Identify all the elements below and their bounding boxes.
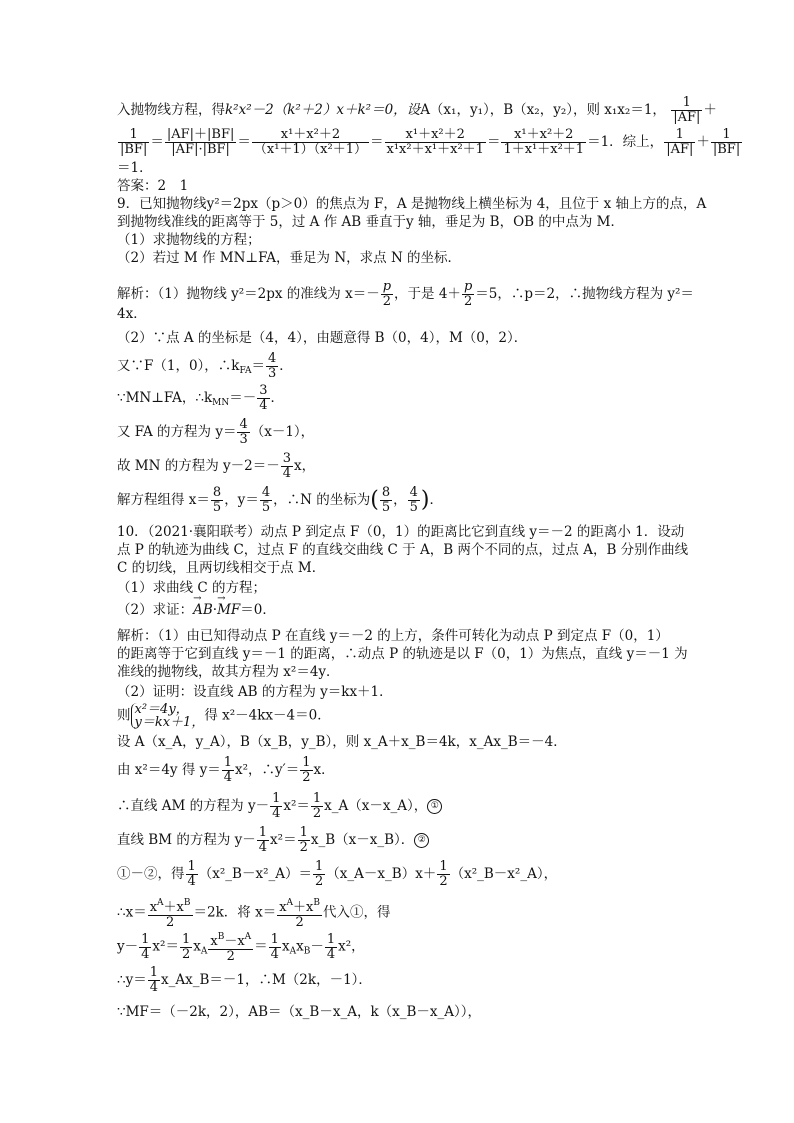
text-span: ＝: [283, 832, 297, 848]
fraction: $\frac{p}{2}$: [463, 279, 473, 309]
text-span: ＝: [254, 938, 268, 955]
text-span: 又∵F（1，0），∴k: [117, 358, 240, 374]
text-span: ＝: [165, 938, 179, 955]
fraction: $\frac{1}{|AF|}$: [673, 95, 701, 125]
fraction: $\frac{x^A+x^B}{2}$: [149, 898, 191, 930]
fraction: $\frac{\text{x¹＋x²＋2}}{\text{（x¹＋1）（x²＋1）}}$: [253, 127, 367, 157]
text-span: ＝1．综上，: [587, 134, 664, 150]
question-10-line: （2）求证：→ AB·→ MF＝0．: [117, 602, 276, 618]
text-span: x_B（x－x_B）．: [310, 832, 415, 848]
fraction: $\frac{1}{2}$: [299, 825, 308, 855]
equation-marker: ①: [427, 799, 442, 814]
solution-line: ∴直线 AM 的方程为 y－ $\frac{1}{4}$ x²＝ $\frac{1}{2}$ x_A（x－x_A）， ①: [117, 792, 442, 821]
text-span: （x²_B－x²_A）＝: [198, 866, 313, 882]
solution-line: [117, 418, 314, 447]
fraction: $\frac{\text{x¹＋x²＋2}}{\text{1＋x¹＋x²＋1}}$: [503, 127, 585, 157]
fraction: $\frac{1}{4}$: [270, 931, 279, 962]
text-span: 则: [117, 707, 131, 724]
text-span: ＝2k．将 x＝: [193, 904, 277, 921]
solution-line: [117, 452, 315, 481]
fraction: $\frac{1}{2}$: [439, 859, 448, 889]
solution-line: 设 A（x_A，y_A），B（x_B，y_B），则 x_A＋x_B＝4k，x_Ax_B＝－4．: [117, 734, 567, 750]
question-9-line: 9．已知抛物线y²＝2px（p＞0）的焦点为 F，A 是抛物线上横坐标为 4，且位于 x 轴上方的点，A: [117, 196, 707, 212]
fraction: $\frac{|AF|+|BF|}{|AF|\cdot|BF|}$: [166, 127, 235, 157]
fraction: $\frac{1}{2}$: [302, 755, 311, 785]
text-span: 由 x²＝4y 得 y＝: [117, 762, 221, 778]
question-10-line: 点 P 的轨迹为曲线 C，过点 F 的直线交曲线 C 于 A，B 两个不同的点，过点 A，B 分别作曲线: [117, 542, 689, 558]
text-span: 解方程组得 x＝: [117, 492, 210, 508]
fraction: $\frac{3}{4}$: [259, 383, 268, 413]
fraction: $\frac{x^B-x^A}{2}$: [210, 932, 252, 964]
fraction: $\frac{4}{5}$: [261, 485, 271, 515]
solution-line: 的距离等于它到直线 y＝－1 的距离，∴动点 P 的轨迹是以 F（0，1）为焦点，直线 y＝－1 为: [117, 646, 688, 662]
fraction: $\frac{x^A+x^B}{2}$: [279, 898, 321, 930]
solution-line: [117, 860, 557, 889]
answer-line: 答案：2 1: [117, 178, 189, 194]
text-span: （x²_B－x²_A），: [450, 866, 558, 882]
text-span: 代入①，得: [323, 904, 391, 921]
text-span: x²，∴y′＝: [235, 762, 300, 778]
fraction: $\frac{1}{4}$: [258, 825, 268, 855]
text-span: ∴y＝: [117, 972, 147, 988]
solution-line: 又∵F（1，0），$\therefore k_{FA}=$ $\frac{4}{3}$ ．: [117, 351, 293, 381]
text-span: （x－1），: [250, 424, 315, 440]
text-span: （x_A－x_B）x＋: [326, 866, 437, 882]
question-10-line: （1）求曲线 C 的方程；: [117, 580, 267, 596]
text-span: x_A（x－x_A），: [324, 798, 428, 814]
text-span: ＝5，∴p＝2，∴抛物线方程为 y²＝: [475, 286, 694, 302]
fraction: $\frac{1}{4}$: [149, 965, 158, 995]
text-span: 故 MN 的方程为 y－2＝－: [117, 458, 280, 474]
question-9-line: （1）求抛物线的方程；: [117, 232, 261, 248]
fraction: $\frac{1}{4}$: [272, 791, 281, 821]
text-span: （2）求证：: [117, 602, 194, 618]
text-span: A（x₁，y₁），B（x₂，y₂），则 x₁x₂＝1，: [420, 102, 666, 118]
text-span: ，y＝: [224, 492, 259, 508]
text-span: x．: [313, 762, 335, 778]
solution-line: 4x．: [117, 306, 147, 322]
text-span: 解析：（1）抛物线 y²＝2px 的准线为 x＝－: [117, 286, 380, 302]
fraction: $\frac{1}{|BF|}$: [120, 127, 148, 157]
text-span: x，: [294, 458, 316, 474]
equation-system: x²＝4y， y＝kx＋1，: [131, 703, 205, 729]
fraction: $\frac{4}{3}$: [239, 417, 248, 447]
solution-line: [117, 703, 331, 729]
text-span: x_Ax_B＝－1，∴M（2k，－1）．: [161, 972, 372, 988]
solution-line: [117, 966, 372, 995]
fraction: $\frac{1}{|AF|}$: [666, 127, 694, 157]
solution-line: （2）∵点 A 的坐标是（4，4），由题意得 B（0，4），M（0，2）．: [117, 330, 528, 346]
solution-line: y－ $\frac{1}{4}$ x²＝ $\frac{1}{2}$ $x_A$ $\frac{x^B-x^A}{2}$ ＝ $\frac{1}{4}$ $x_Ax_B-$ $\frac{1}{4}$ x²，: [117, 931, 365, 964]
fraction: $\frac{\text{x¹＋x²＋2}}{\text{x¹x²＋x¹＋x²＋1}}$: [386, 127, 484, 157]
solution-line: 解方程组得 x＝ $\frac{8}{5}$ ，y＝ $\frac{4}{5}$ ，∴N 的坐标为( $\frac{8}{5}$ ， $\frac{4}{5}$ )．: [117, 485, 443, 515]
text-span: 又 FA 的方程为 y＝: [117, 424, 237, 440]
text-span: ，于是 4＋: [394, 286, 461, 302]
equation-marker: ②: [414, 833, 429, 848]
solution-line: 准线的抛物线，故其方程为 x²＝4y．: [117, 664, 340, 680]
solution-line: ∵MF＝（－2k，2），AB＝（x_B－x_A，k（x_B－x_A）），: [117, 1004, 482, 1020]
fraction: $\frac{8}{5}$: [212, 485, 222, 515]
question-9-line: 到抛物线准线的距离等于 5，过 A 作 AB 垂直于y 轴，垂足为 B，OB 的中点为 M．: [117, 214, 624, 230]
solution-line: [117, 896, 391, 930]
fraction: $\frac{1}{2}$: [312, 791, 322, 821]
fraction: $\frac{1}{4}$: [223, 755, 233, 785]
fraction: $\frac{3}{4}$: [282, 451, 292, 481]
text-span: 入抛物线方程，得: [117, 102, 225, 118]
question-9-line: （2）若过 M 作 MN⊥FA，垂足为 N，求点 N 的坐标．: [117, 250, 462, 266]
question-10-line: C 的切线，且两切线相交于点 M．: [117, 560, 326, 576]
text-line: $\frac{1}{|BF|}$ ＝ $\frac{|AF|+|BF|}{|AF|\cdot|BF|}$ ＝ $\frac{\text{x¹＋x²＋2}}{\text{（x¹＋1）（x²＋1）}}$ ＝ $\frac{\text{x¹＋x²＋2}}{\text{x¹x²＋x¹＋x²＋1}}$ ＝ $\frac{\text{x¹＋x²＋2}}{\text{1＋x¹＋x²＋1}}$ ＝1．综上， $\frac{1}{|AF|}$ ＋ $\frac{1}{|BF|}$: [120, 127, 741, 157]
text-span: ，∴N 的坐标为: [273, 492, 371, 508]
text-span: 得 x²－4kx－4＝0．: [204, 707, 331, 724]
text-span: k²x²－2（k²＋2）x＋k²＝0，设: [225, 102, 421, 118]
fraction: $\frac{1}{4}$: [141, 931, 150, 962]
text-span: y－: [117, 938, 139, 955]
text-span: ①－②，得: [117, 866, 185, 882]
fraction: $\frac{1}{4}$: [187, 859, 196, 889]
question-10-line: 10．（2021·襄阳联考）动点 P 到定点 F（0，1）的距离比它到直线 y＝－2 的距离小 1．设动: [117, 524, 685, 540]
fraction: $\frac{1}{4}$: [326, 931, 336, 962]
text-line: ＝1．: [117, 160, 153, 176]
text-span: ∴直线 AM 的方程为 y－: [117, 798, 270, 814]
text-span: －: [310, 938, 324, 955]
text-span: ＝: [296, 798, 310, 814]
fraction: $\frac{1}{2}$: [315, 859, 324, 889]
fraction: $\frac{p}{2}$: [382, 279, 392, 309]
solution-line: [117, 280, 694, 309]
solution-line: 解析：（1）由已知得动点 P 在直线 y＝－2 的上方，条件可转化为动点 P 到定点 F（0，1）: [117, 628, 669, 644]
solution-line: [117, 756, 335, 785]
text-line: 入抛物线方程，得k²x²－2（k²＋2）x＋k²＝0，设A（x₁，y₁），B（x₂，y₂），则 x₁x₂＝1， $\frac{1}{|AF|}$ ＋: [117, 95, 717, 125]
solution-line: 直线 BM 的方程为 y－ $\frac{1}{4}$ x²＝ $\frac{1}{2}$ x_B（x－x_B）． ②: [117, 826, 429, 855]
fraction: $\frac{1}{2}$: [181, 931, 191, 962]
fraction: $\frac{1}{|BF|}$: [712, 127, 741, 157]
text-span: ∴x＝: [117, 904, 147, 921]
solution-line: ∵MN⊥FA，$\therefore k_{MN}=-$ $\frac{3}{4}$ ．: [117, 383, 285, 413]
fraction: $\frac{4}{5}$: [409, 485, 418, 515]
solution-line: （2）证明：设直线 AB 的方程为 y＝kx＋1．: [117, 684, 393, 700]
text-span: ∵MN⊥FA，∴k: [117, 390, 213, 406]
text-span: 直线 BM 的方程为 y－: [117, 832, 256, 848]
fraction: $\frac{8}{5}$: [381, 485, 391, 515]
fraction: $\frac{4}{3}$: [267, 351, 277, 381]
